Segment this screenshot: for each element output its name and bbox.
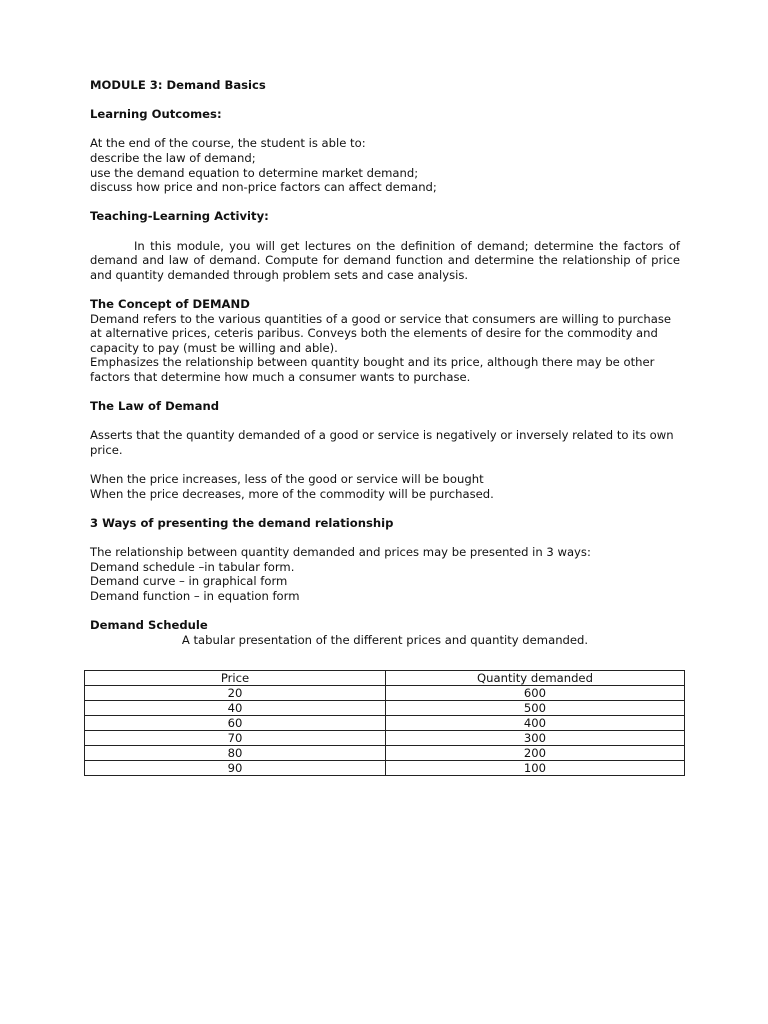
table-row [85,731,685,746]
table-row [85,701,685,716]
learning-outcome-item: discuss how price and non-price factors can affect demand; [90,180,437,195]
module-title: MODULE 3: Demand Basics [90,78,266,92]
table-cell-price: 40 [85,701,386,716]
table-cell-price: 60 [85,716,386,731]
law-paragraph: Asserts that the quantity demanded of a good or service is negatively or inversely related to its own price. [90,428,674,457]
document-page [90,78,680,647]
demand-schedule-table [84,670,685,776]
table-cell-quantity: 300 [386,731,685,746]
table-cell-quantity: 100 [386,761,685,776]
table-cell-quantity: 500 [386,701,685,716]
concept-paragraph-1: Demand refers to the various quantities of a good or service that consumers are willing to purchase at alternative prices, ceteris paribus. Conveys both the elements of desire for the commodity and capacity to pay (must be willing and able). [90,311,672,355]
schedule-heading: Demand Schedule [90,617,208,632]
ways-intro: The relationship between quantity demanded and prices may be presented in 3 ways: [90,545,591,559]
table-row [85,686,685,701]
table-cell-price: 90 [85,761,386,776]
learning-outcome-item: use the demand equation to determine market demand; [90,165,419,180]
table-cell-quantity: 600 [386,686,685,701]
teaching-activity-heading: Teaching-Learning Activity: [90,209,269,224]
law-line-decrease: When the price decreases, more of the commodity will be purchased. [90,486,494,501]
table-header-cell: Price [85,671,386,686]
law-line-increase: When the price increases, less of the good or service will be bought [90,472,484,487]
learning-outcome-item: describe the law of demand; [90,150,256,165]
table-header-row [85,671,685,686]
table-row [85,746,685,761]
ways-item: Demand schedule –in tabular form. [90,559,295,574]
table-row [85,761,685,776]
table-cell-price: 70 [85,731,386,746]
learning-outcomes-intro: At the end of the course, the student is able to: [90,136,366,151]
teaching-activity-paragraph: In this module, you will get lectures on the definition of demand; determine the factors of demand and law of demand. Compute for demand function and determine the relationship of price and quantity demanded through problem sets and case analysis. [90,238,680,282]
table-cell-quantity: 200 [386,746,685,761]
table-row [85,716,685,731]
table-cell-price: 20 [85,686,386,701]
schedule-caption: A tabular presentation of the different prices and quantity demanded. [181,632,589,647]
ways-item: Demand curve – in graphical form [90,574,288,589]
ways-item: Demand function – in equation form [90,588,300,603]
table-cell-quantity: 400 [386,716,685,731]
table-header-cell: Quantity demanded [386,671,685,686]
table-cell-price: 80 [85,746,386,761]
concept-paragraph-2: Emphasizes the relationship between quantity bought and its price, although there may be other factors that determine how much a consumer wants to purchase. [90,355,655,384]
concept-heading: The Concept of DEMAND [90,296,250,311]
learning-outcomes-heading: Learning Outcomes: [90,107,222,122]
law-heading: The Law of Demand [90,399,220,414]
ways-heading: 3 Ways of presenting the demand relationship [90,515,394,530]
